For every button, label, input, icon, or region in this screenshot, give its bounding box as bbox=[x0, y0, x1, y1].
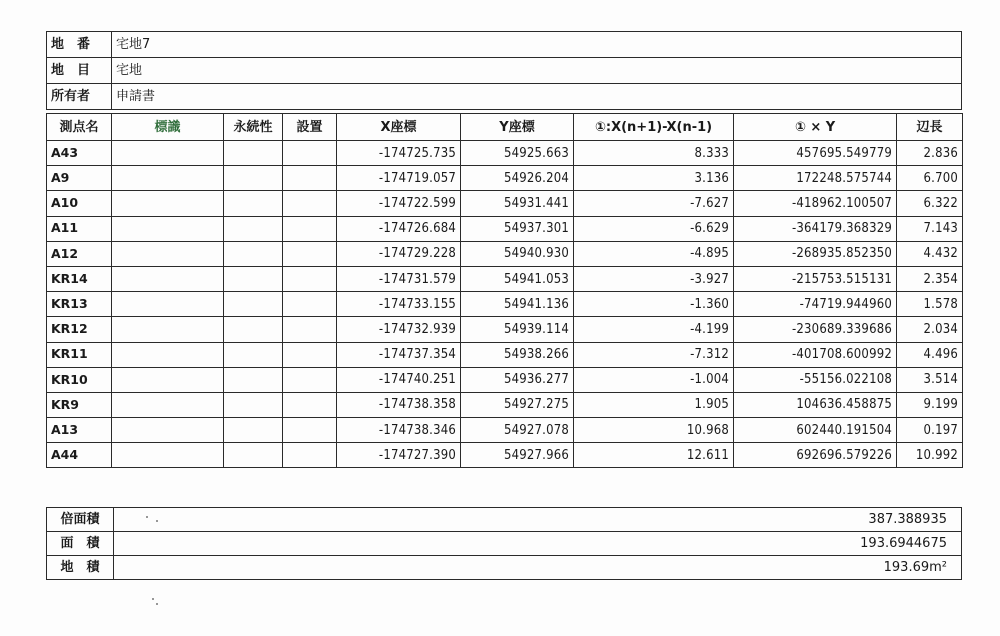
col-header-installation: 設置 bbox=[283, 114, 337, 141]
table-header-row bbox=[47, 114, 963, 141]
land-area-row bbox=[47, 556, 962, 580]
product-cell: 104636.458875 bbox=[734, 392, 897, 417]
table-row bbox=[47, 266, 963, 291]
marker-cell bbox=[112, 241, 224, 266]
double-area-label: 倍面積 bbox=[47, 508, 114, 532]
diff-cell: -7.312 bbox=[574, 342, 734, 367]
permanence-cell bbox=[224, 266, 283, 291]
diff-cell: 3.136 bbox=[574, 166, 734, 191]
area-summary-table bbox=[46, 507, 962, 580]
marker-cell bbox=[112, 317, 224, 342]
permanence-cell bbox=[224, 191, 283, 216]
point-name-cell: A44 bbox=[47, 443, 112, 468]
permanence-cell bbox=[224, 443, 283, 468]
installation-cell bbox=[283, 418, 337, 443]
col-header-product: ① × Y bbox=[734, 114, 897, 141]
installation-cell bbox=[283, 241, 337, 266]
scan-speck bbox=[156, 603, 158, 605]
diff-cell: -4.199 bbox=[574, 317, 734, 342]
side-length-cell: 6.700 bbox=[897, 166, 963, 191]
y-coordinate-cell: 54927.275 bbox=[461, 392, 574, 417]
x-coordinate-cell: -174729.228 bbox=[337, 241, 461, 266]
marker-cell bbox=[112, 342, 224, 367]
product-cell: 602440.191504 bbox=[734, 418, 897, 443]
product-cell: 172248.575744 bbox=[734, 166, 897, 191]
installation-cell bbox=[283, 191, 337, 216]
marker-cell bbox=[112, 141, 224, 166]
scan-speck bbox=[152, 598, 154, 600]
y-coordinate-cell: 54938.266 bbox=[461, 342, 574, 367]
x-coordinate-cell: -174740.251 bbox=[337, 367, 461, 392]
y-coordinate-cell: 54936.277 bbox=[461, 367, 574, 392]
y-coordinate-cell: 54941.053 bbox=[461, 266, 574, 291]
x-coordinate-cell: -174738.346 bbox=[337, 418, 461, 443]
x-coordinate-cell: -174738.358 bbox=[337, 392, 461, 417]
product-cell: -364179.368329 bbox=[734, 216, 897, 241]
point-name-cell: A11 bbox=[47, 216, 112, 241]
x-coordinate-cell: -174731.579 bbox=[337, 266, 461, 291]
product-cell: -268935.852350 bbox=[734, 241, 897, 266]
marker-cell bbox=[112, 367, 224, 392]
category-value: 宅地 bbox=[112, 58, 962, 84]
side-length-cell: 3.514 bbox=[897, 367, 963, 392]
double-area-value: 387.388935 bbox=[114, 508, 962, 532]
table-row bbox=[47, 292, 963, 317]
product-cell: -418962.100507 bbox=[734, 191, 897, 216]
diff-cell: -1.004 bbox=[574, 367, 734, 392]
table-row bbox=[47, 392, 963, 417]
y-coordinate-cell: 54939.114 bbox=[461, 317, 574, 342]
col-header-diff: ①:X(n+1)-X(n-1) bbox=[574, 114, 734, 141]
product-cell: -74719.944960 bbox=[734, 292, 897, 317]
table-row bbox=[47, 443, 963, 468]
product-cell: 457695.549779 bbox=[734, 141, 897, 166]
double-area-row bbox=[47, 508, 962, 532]
area-row bbox=[47, 532, 962, 556]
y-coordinate-cell: 54931.441 bbox=[461, 191, 574, 216]
installation-cell bbox=[283, 216, 337, 241]
point-name-cell: KR14 bbox=[47, 266, 112, 291]
installation-cell bbox=[283, 367, 337, 392]
point-name-cell: KR10 bbox=[47, 367, 112, 392]
diff-cell: 10.968 bbox=[574, 418, 734, 443]
side-length-cell: 2.836 bbox=[897, 141, 963, 166]
marker-cell bbox=[112, 418, 224, 443]
product-cell: -55156.022108 bbox=[734, 367, 897, 392]
permanence-cell bbox=[224, 317, 283, 342]
area-value: 193.6944675 bbox=[114, 532, 962, 556]
x-coordinate-cell: -174725.735 bbox=[337, 141, 461, 166]
marker-cell bbox=[112, 292, 224, 317]
scan-speck bbox=[156, 520, 158, 522]
x-coordinate-cell: -174727.390 bbox=[337, 443, 461, 468]
parcel-header-table bbox=[46, 31, 962, 110]
point-name-cell: KR12 bbox=[47, 317, 112, 342]
y-coordinate-cell: 54937.301 bbox=[461, 216, 574, 241]
lot-row bbox=[47, 32, 962, 58]
point-name-cell: KR13 bbox=[47, 292, 112, 317]
y-coordinate-cell: 54925.663 bbox=[461, 141, 574, 166]
point-name-cell: KR11 bbox=[47, 342, 112, 367]
x-coordinate-cell: -174733.155 bbox=[337, 292, 461, 317]
permanence-cell bbox=[224, 141, 283, 166]
col-header-permanence: 永続性 bbox=[224, 114, 283, 141]
permanence-cell bbox=[224, 418, 283, 443]
permanence-cell bbox=[224, 216, 283, 241]
marker-cell bbox=[112, 266, 224, 291]
land-area-value: 193.69m² bbox=[114, 556, 962, 580]
side-length-cell: 1.578 bbox=[897, 292, 963, 317]
y-coordinate-cell: 54926.204 bbox=[461, 166, 574, 191]
y-coordinate-cell: 54927.966 bbox=[461, 443, 574, 468]
x-coordinate-cell: -174737.354 bbox=[337, 342, 461, 367]
coordinate-table bbox=[46, 113, 963, 468]
marker-cell bbox=[112, 443, 224, 468]
table-row bbox=[47, 418, 963, 443]
diff-cell: 1.905 bbox=[574, 392, 734, 417]
x-coordinate-cell: -174726.684 bbox=[337, 216, 461, 241]
side-length-cell: 6.322 bbox=[897, 191, 963, 216]
point-name-cell: A13 bbox=[47, 418, 112, 443]
side-length-cell: 7.143 bbox=[897, 216, 963, 241]
installation-cell bbox=[283, 443, 337, 468]
col-header-x: X座標 bbox=[337, 114, 461, 141]
lot-value: 宅地7 bbox=[112, 32, 962, 58]
point-name-cell: A10 bbox=[47, 191, 112, 216]
diff-cell: -7.627 bbox=[574, 191, 734, 216]
side-length-cell: 4.496 bbox=[897, 342, 963, 367]
diff-cell: 12.611 bbox=[574, 443, 734, 468]
table-row bbox=[47, 141, 963, 166]
x-coordinate-cell: -174719.057 bbox=[337, 166, 461, 191]
table-row bbox=[47, 317, 963, 342]
installation-cell bbox=[283, 392, 337, 417]
owner-row bbox=[47, 84, 962, 110]
side-length-cell: 0.197 bbox=[897, 418, 963, 443]
table-row bbox=[47, 216, 963, 241]
product-cell: -401708.600992 bbox=[734, 342, 897, 367]
x-coordinate-cell: -174732.939 bbox=[337, 317, 461, 342]
category-row bbox=[47, 58, 962, 84]
product-cell: -215753.515131 bbox=[734, 266, 897, 291]
installation-cell bbox=[283, 317, 337, 342]
col-header-point: 測点名 bbox=[47, 114, 112, 141]
lot-label: 地 番 bbox=[47, 32, 112, 58]
permanence-cell bbox=[224, 367, 283, 392]
point-name-cell: A43 bbox=[47, 141, 112, 166]
diff-cell: -6.629 bbox=[574, 216, 734, 241]
y-coordinate-cell: 54927.078 bbox=[461, 418, 574, 443]
table-row bbox=[47, 342, 963, 367]
x-coordinate-cell: -174722.599 bbox=[337, 191, 461, 216]
owner-value: 申請書 bbox=[112, 84, 962, 110]
permanence-cell bbox=[224, 392, 283, 417]
diff-cell: 8.333 bbox=[574, 141, 734, 166]
owner-label: 所有者 bbox=[47, 84, 112, 110]
marker-cell bbox=[112, 392, 224, 417]
diff-cell: -1.360 bbox=[574, 292, 734, 317]
side-length-cell: 2.354 bbox=[897, 266, 963, 291]
installation-cell bbox=[283, 166, 337, 191]
coordinate-table-body bbox=[47, 114, 963, 468]
side-length-cell: 10.992 bbox=[897, 443, 963, 468]
category-label: 地 目 bbox=[47, 58, 112, 84]
side-length-cell: 2.034 bbox=[897, 317, 963, 342]
installation-cell bbox=[283, 292, 337, 317]
point-name-cell: A12 bbox=[47, 241, 112, 266]
side-length-cell: 4.432 bbox=[897, 241, 963, 266]
product-cell: -230689.339686 bbox=[734, 317, 897, 342]
scan-speck bbox=[146, 516, 148, 518]
marker-cell bbox=[112, 191, 224, 216]
col-header-y: Y座標 bbox=[461, 114, 574, 141]
land-area-label: 地 積 bbox=[47, 556, 114, 580]
product-cell: 692696.579226 bbox=[734, 443, 897, 468]
table-row bbox=[47, 191, 963, 216]
table-row bbox=[47, 166, 963, 191]
side-length-cell: 9.199 bbox=[897, 392, 963, 417]
installation-cell bbox=[283, 342, 337, 367]
area-label: 面 積 bbox=[47, 532, 114, 556]
table-row bbox=[47, 367, 963, 392]
col-header-marker: 標識 bbox=[112, 114, 224, 141]
permanence-cell bbox=[224, 342, 283, 367]
col-header-side: 辺長 bbox=[897, 114, 963, 141]
diff-cell: -3.927 bbox=[574, 266, 734, 291]
y-coordinate-cell: 54941.136 bbox=[461, 292, 574, 317]
marker-cell bbox=[112, 216, 224, 241]
point-name-cell: KR9 bbox=[47, 392, 112, 417]
permanence-cell bbox=[224, 241, 283, 266]
permanence-cell bbox=[224, 166, 283, 191]
diff-cell: -4.895 bbox=[574, 241, 734, 266]
y-coordinate-cell: 54940.930 bbox=[461, 241, 574, 266]
installation-cell bbox=[283, 141, 337, 166]
marker-cell bbox=[112, 166, 224, 191]
table-row bbox=[47, 241, 963, 266]
point-name-cell: A9 bbox=[47, 166, 112, 191]
installation-cell bbox=[283, 266, 337, 291]
permanence-cell bbox=[224, 292, 283, 317]
